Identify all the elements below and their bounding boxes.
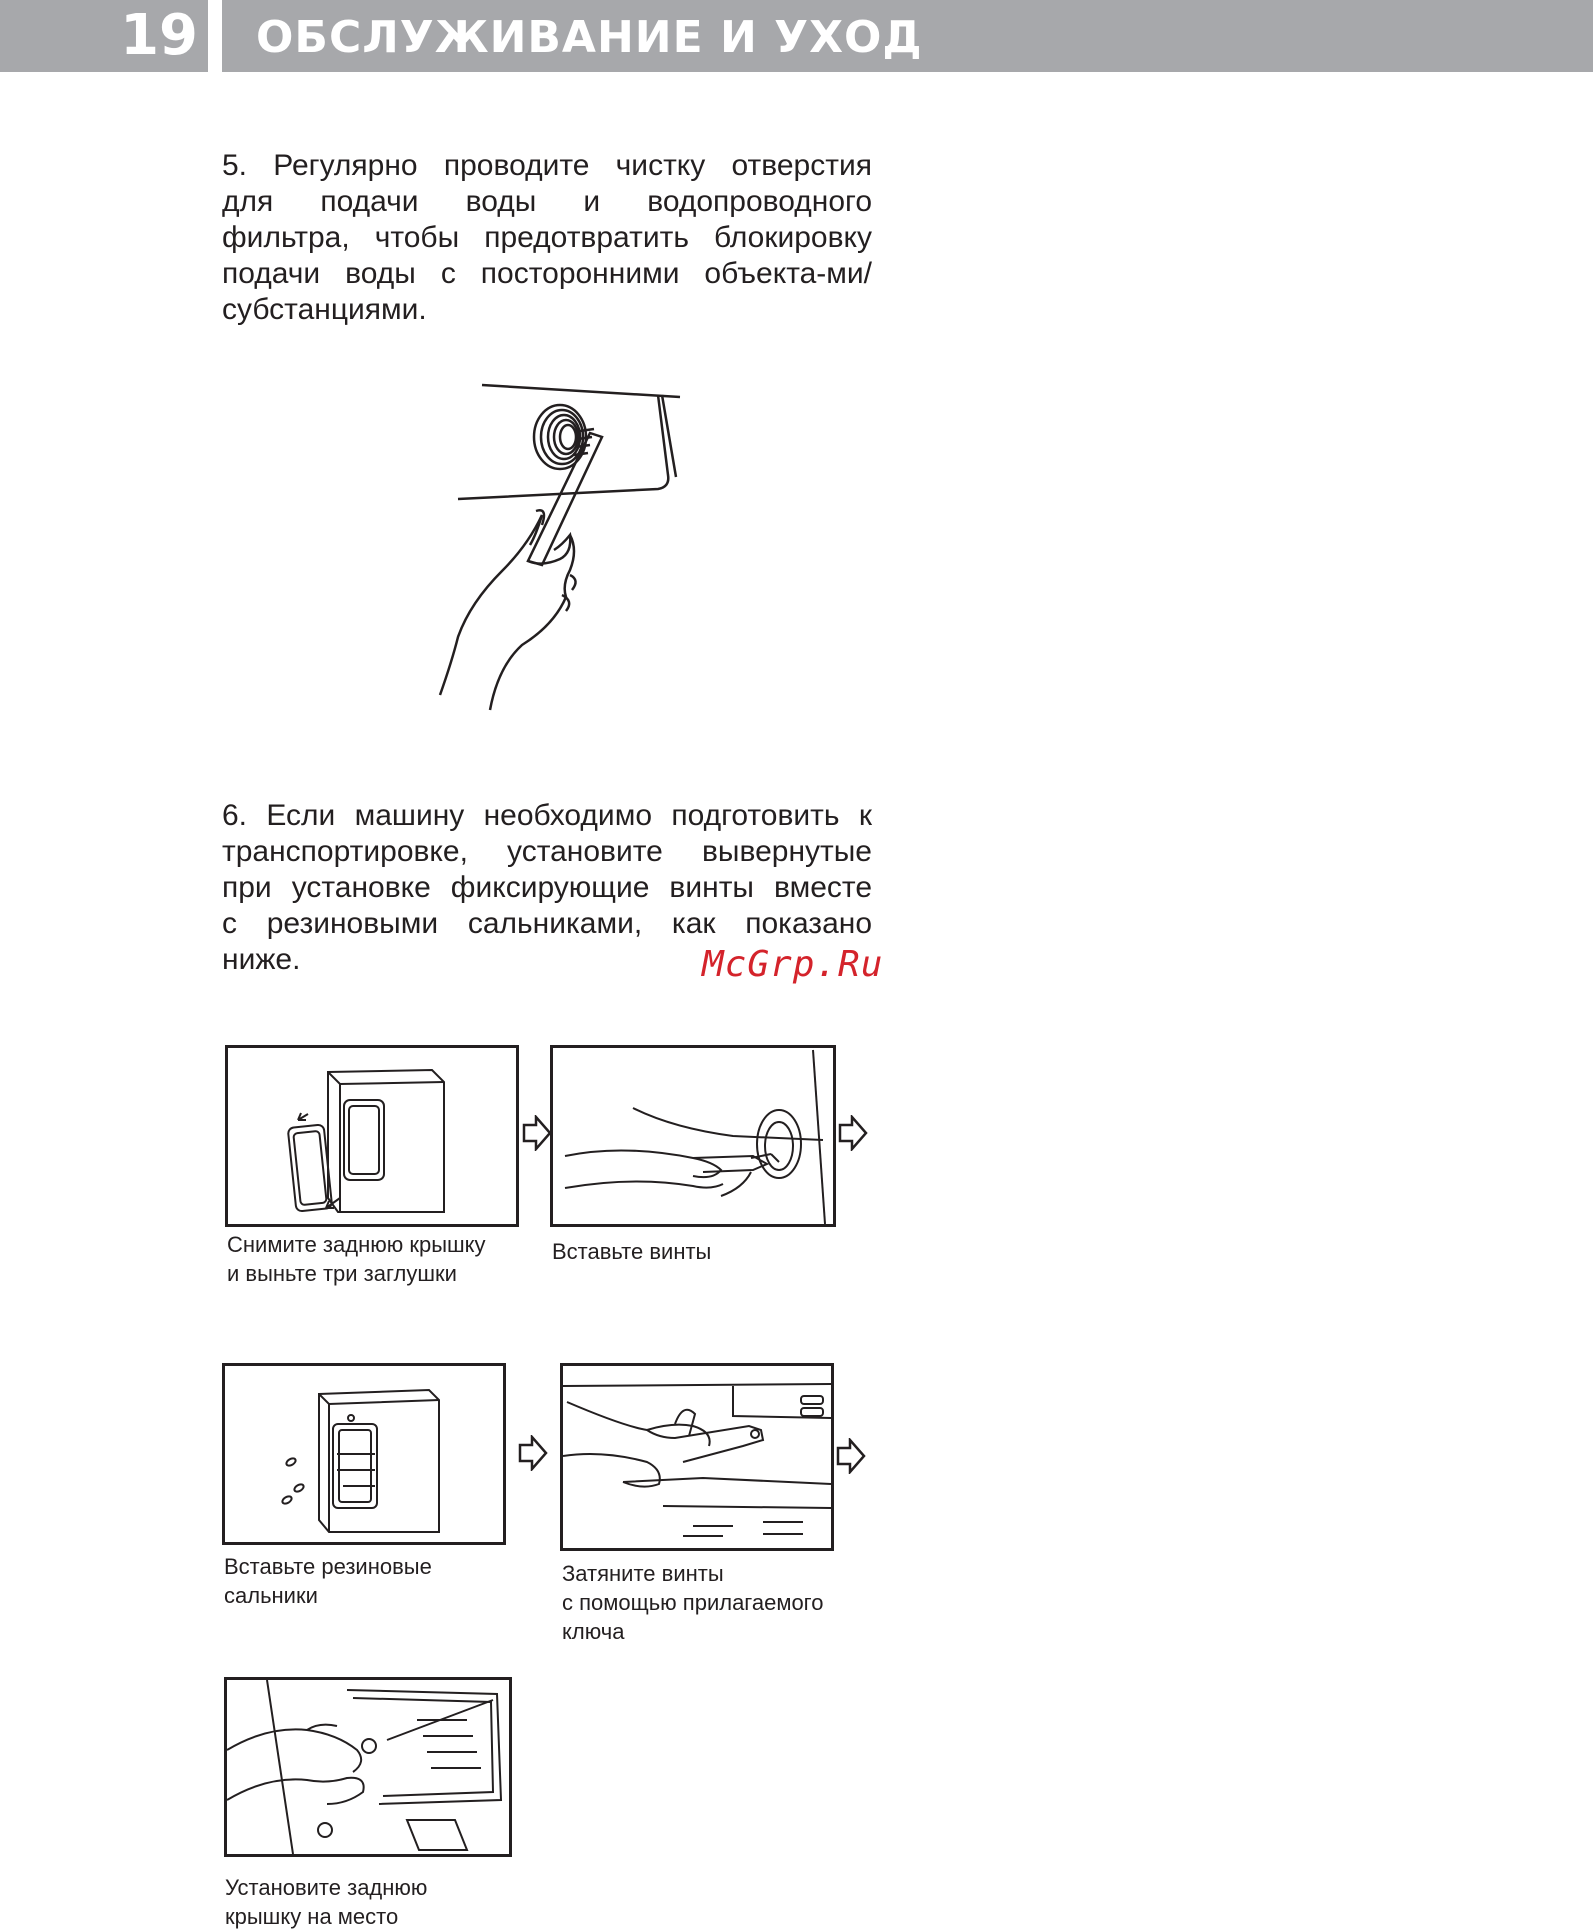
step-image-insert-screws bbox=[550, 1045, 836, 1227]
step-caption-tighten-screws bbox=[562, 1559, 823, 1646]
filter-cleaning-illustration bbox=[430, 375, 700, 720]
step-6-line: ниже. bbox=[222, 943, 301, 976]
step-5-line: субстанциями. bbox=[222, 293, 427, 326]
caption-line: Вставьте винты bbox=[552, 1239, 712, 1264]
step-caption-insert-screws bbox=[552, 1237, 711, 1266]
step-image-insert-rubber-seals bbox=[222, 1363, 506, 1545]
step-image-tighten-screws bbox=[560, 1363, 834, 1551]
step-5-line: 5. Регулярно проводите чистку отверстия bbox=[222, 149, 872, 182]
step-5-line: для подачи воды и водопроводного bbox=[222, 185, 872, 218]
next-arrow-icon bbox=[836, 1438, 866, 1474]
next-arrow-icon bbox=[518, 1435, 548, 1471]
step-6-line: транспортировке, установите вывернутые bbox=[222, 835, 872, 868]
step-5-text bbox=[222, 148, 872, 328]
caption-line: сальники bbox=[224, 1583, 318, 1608]
section-title: ОБСЛУЖИВАНИЕ И УХОД bbox=[222, 0, 1593, 72]
next-arrow-icon bbox=[838, 1115, 868, 1151]
caption-line: Установите заднюю bbox=[225, 1875, 428, 1900]
watermark: McGrp.Ru bbox=[702, 944, 884, 985]
caption-line: Снимите заднюю крышку bbox=[227, 1232, 486, 1257]
caption-line: крышку на место bbox=[225, 1904, 399, 1929]
caption-line: Вставьте резиновые bbox=[224, 1554, 432, 1579]
page-number: 19 bbox=[0, 0, 208, 72]
step-5-line: фильтра, чтобы предотвратить блокировку bbox=[222, 221, 872, 254]
step-image-remove-cover bbox=[225, 1045, 519, 1227]
step-caption-refit-cover bbox=[225, 1873, 427, 1931]
caption-line: с помощью прилагаемого bbox=[562, 1590, 824, 1615]
step-6-line: 6. Если машину необходимо подготовить к bbox=[222, 799, 872, 832]
step-image-refit-cover bbox=[224, 1677, 512, 1857]
caption-line: Затяните винты bbox=[562, 1561, 724, 1586]
step-6-line: с резиновыми сальниками, как показано bbox=[222, 907, 872, 940]
step-6-line: при установке фиксирующие винты вместе bbox=[222, 871, 872, 904]
caption-line: и выньте три заглушки bbox=[227, 1261, 457, 1286]
step-caption-insert-rubber-seals bbox=[224, 1552, 432, 1610]
caption-line: ключа bbox=[562, 1619, 625, 1644]
next-arrow-icon bbox=[522, 1115, 552, 1151]
step-5-line: подачи воды с посторонними объекта-ми/ bbox=[222, 257, 872, 290]
step-caption-remove-cover bbox=[227, 1230, 486, 1288]
